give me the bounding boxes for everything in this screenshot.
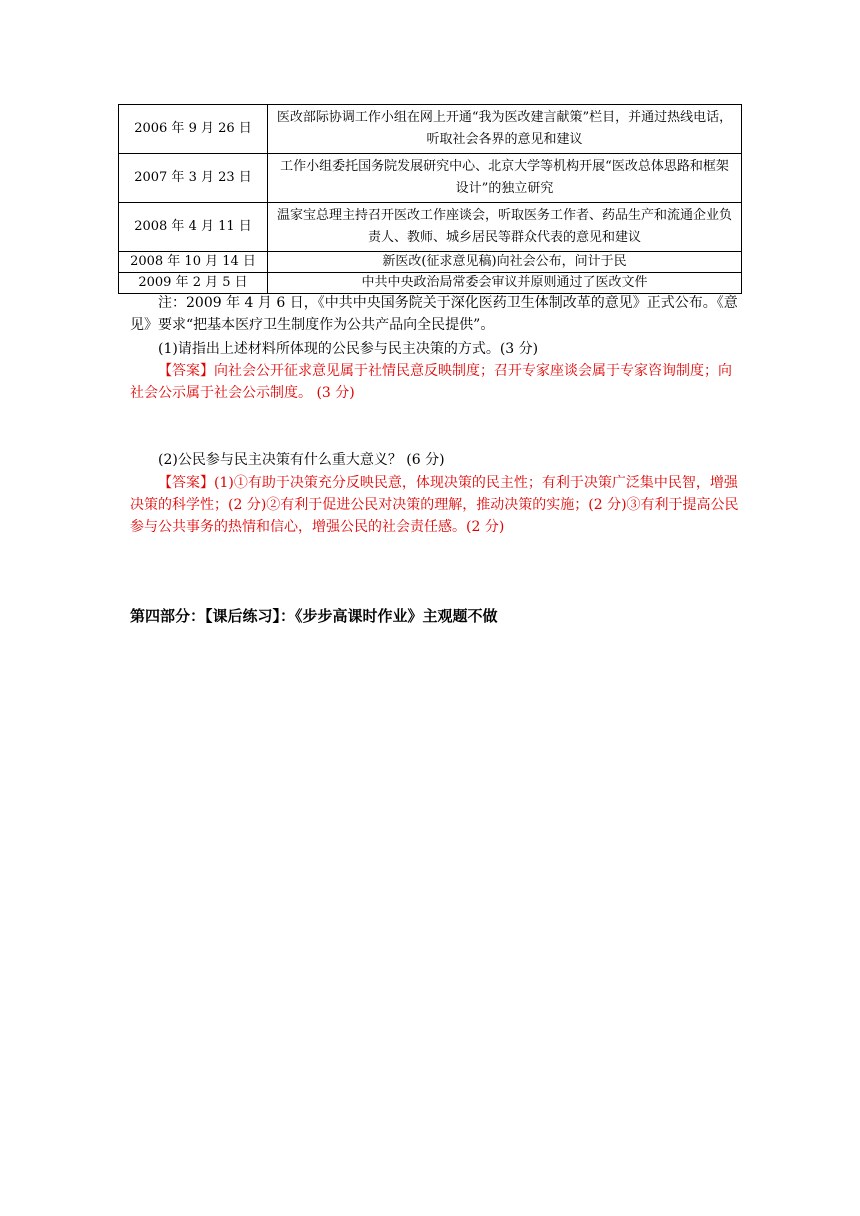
- question-2: [130, 449, 742, 471]
- table-row: [119, 154, 742, 203]
- question-1-text: (1)请指出上述材料所体现的公民参与民主决策的方式。(3 分): [158, 341, 539, 357]
- section-heading: 第四部分：【课后练习】：《步步高课时作业》主观题不做: [130, 607, 498, 625]
- note-text: 注：2009 年 4 月 6 日，《中共中央国务院关于深化医药卫生体制改革的意见》正式公布。《意见》要求“把基本医疗卫生制度作为公共产品向全民提供”。: [130, 295, 738, 333]
- table-event-cell: 中共中央政治局常委会审议并原则通过了医改文件: [268, 273, 742, 294]
- answer-1: [130, 360, 742, 404]
- table-row: [119, 252, 742, 273]
- question-2-text: (2)公民参与民主决策有什么重大意义？ (6 分): [158, 452, 445, 468]
- answer-1-text: 【答案】向社会公开征求意见属于社情民意反映制度；召开专家座谈会属于专家咨询制度；向社会公示属于社会公示制度。 (3 分): [130, 363, 732, 401]
- question-1: [130, 338, 742, 360]
- table-date-cell: 2009 年 2 月 5 日: [119, 273, 268, 294]
- table-date-cell: 2008 年 10 月 14 日: [119, 252, 268, 273]
- table-event-cell: 温家宝总理主持召开医改工作座谈会，听取医务工作者、药品生产和流通企业负责人、教师、城乡居民等群众代表的意见和建议: [268, 203, 742, 252]
- table-date-cell: 2008 年 4 月 11 日: [119, 203, 268, 252]
- table-row: [119, 203, 742, 252]
- reform-timeline-table: [118, 104, 742, 294]
- answer-2: [130, 472, 742, 538]
- table-event-cell: 医改部际协调工作小组在网上开通“我为医改建言献策”栏目，并通过热线电话，听取社会各界的意见和建议: [268, 105, 742, 154]
- table-date-cell: 2007 年 3 月 23 日: [119, 154, 268, 203]
- table-row: [119, 273, 742, 294]
- table-row: [119, 105, 742, 154]
- answer-2-text: 【答案】(1)①有助于决策充分反映民意，体现决策的民主性；有利于决策广泛集中民智，增强决策的科学性；(2 分)②有利于促进公民对决策的理解，推动决策的实施；(2 分)③有利于提高公民参与公共事务的热情和信心，增强公民的社会责任感。(2 分): [130, 475, 739, 535]
- table-event-cell: 工作小组委托国务院发展研究中心、北京大学等机构开展“医改总体思路和框架设计”的独立研究: [268, 154, 742, 203]
- table-event-cell: 新医改(征求意见稿)向社会公布，问计于民: [268, 252, 742, 273]
- table-date-cell: 2006 年 9 月 26 日: [119, 105, 268, 154]
- table-note: [130, 292, 742, 336]
